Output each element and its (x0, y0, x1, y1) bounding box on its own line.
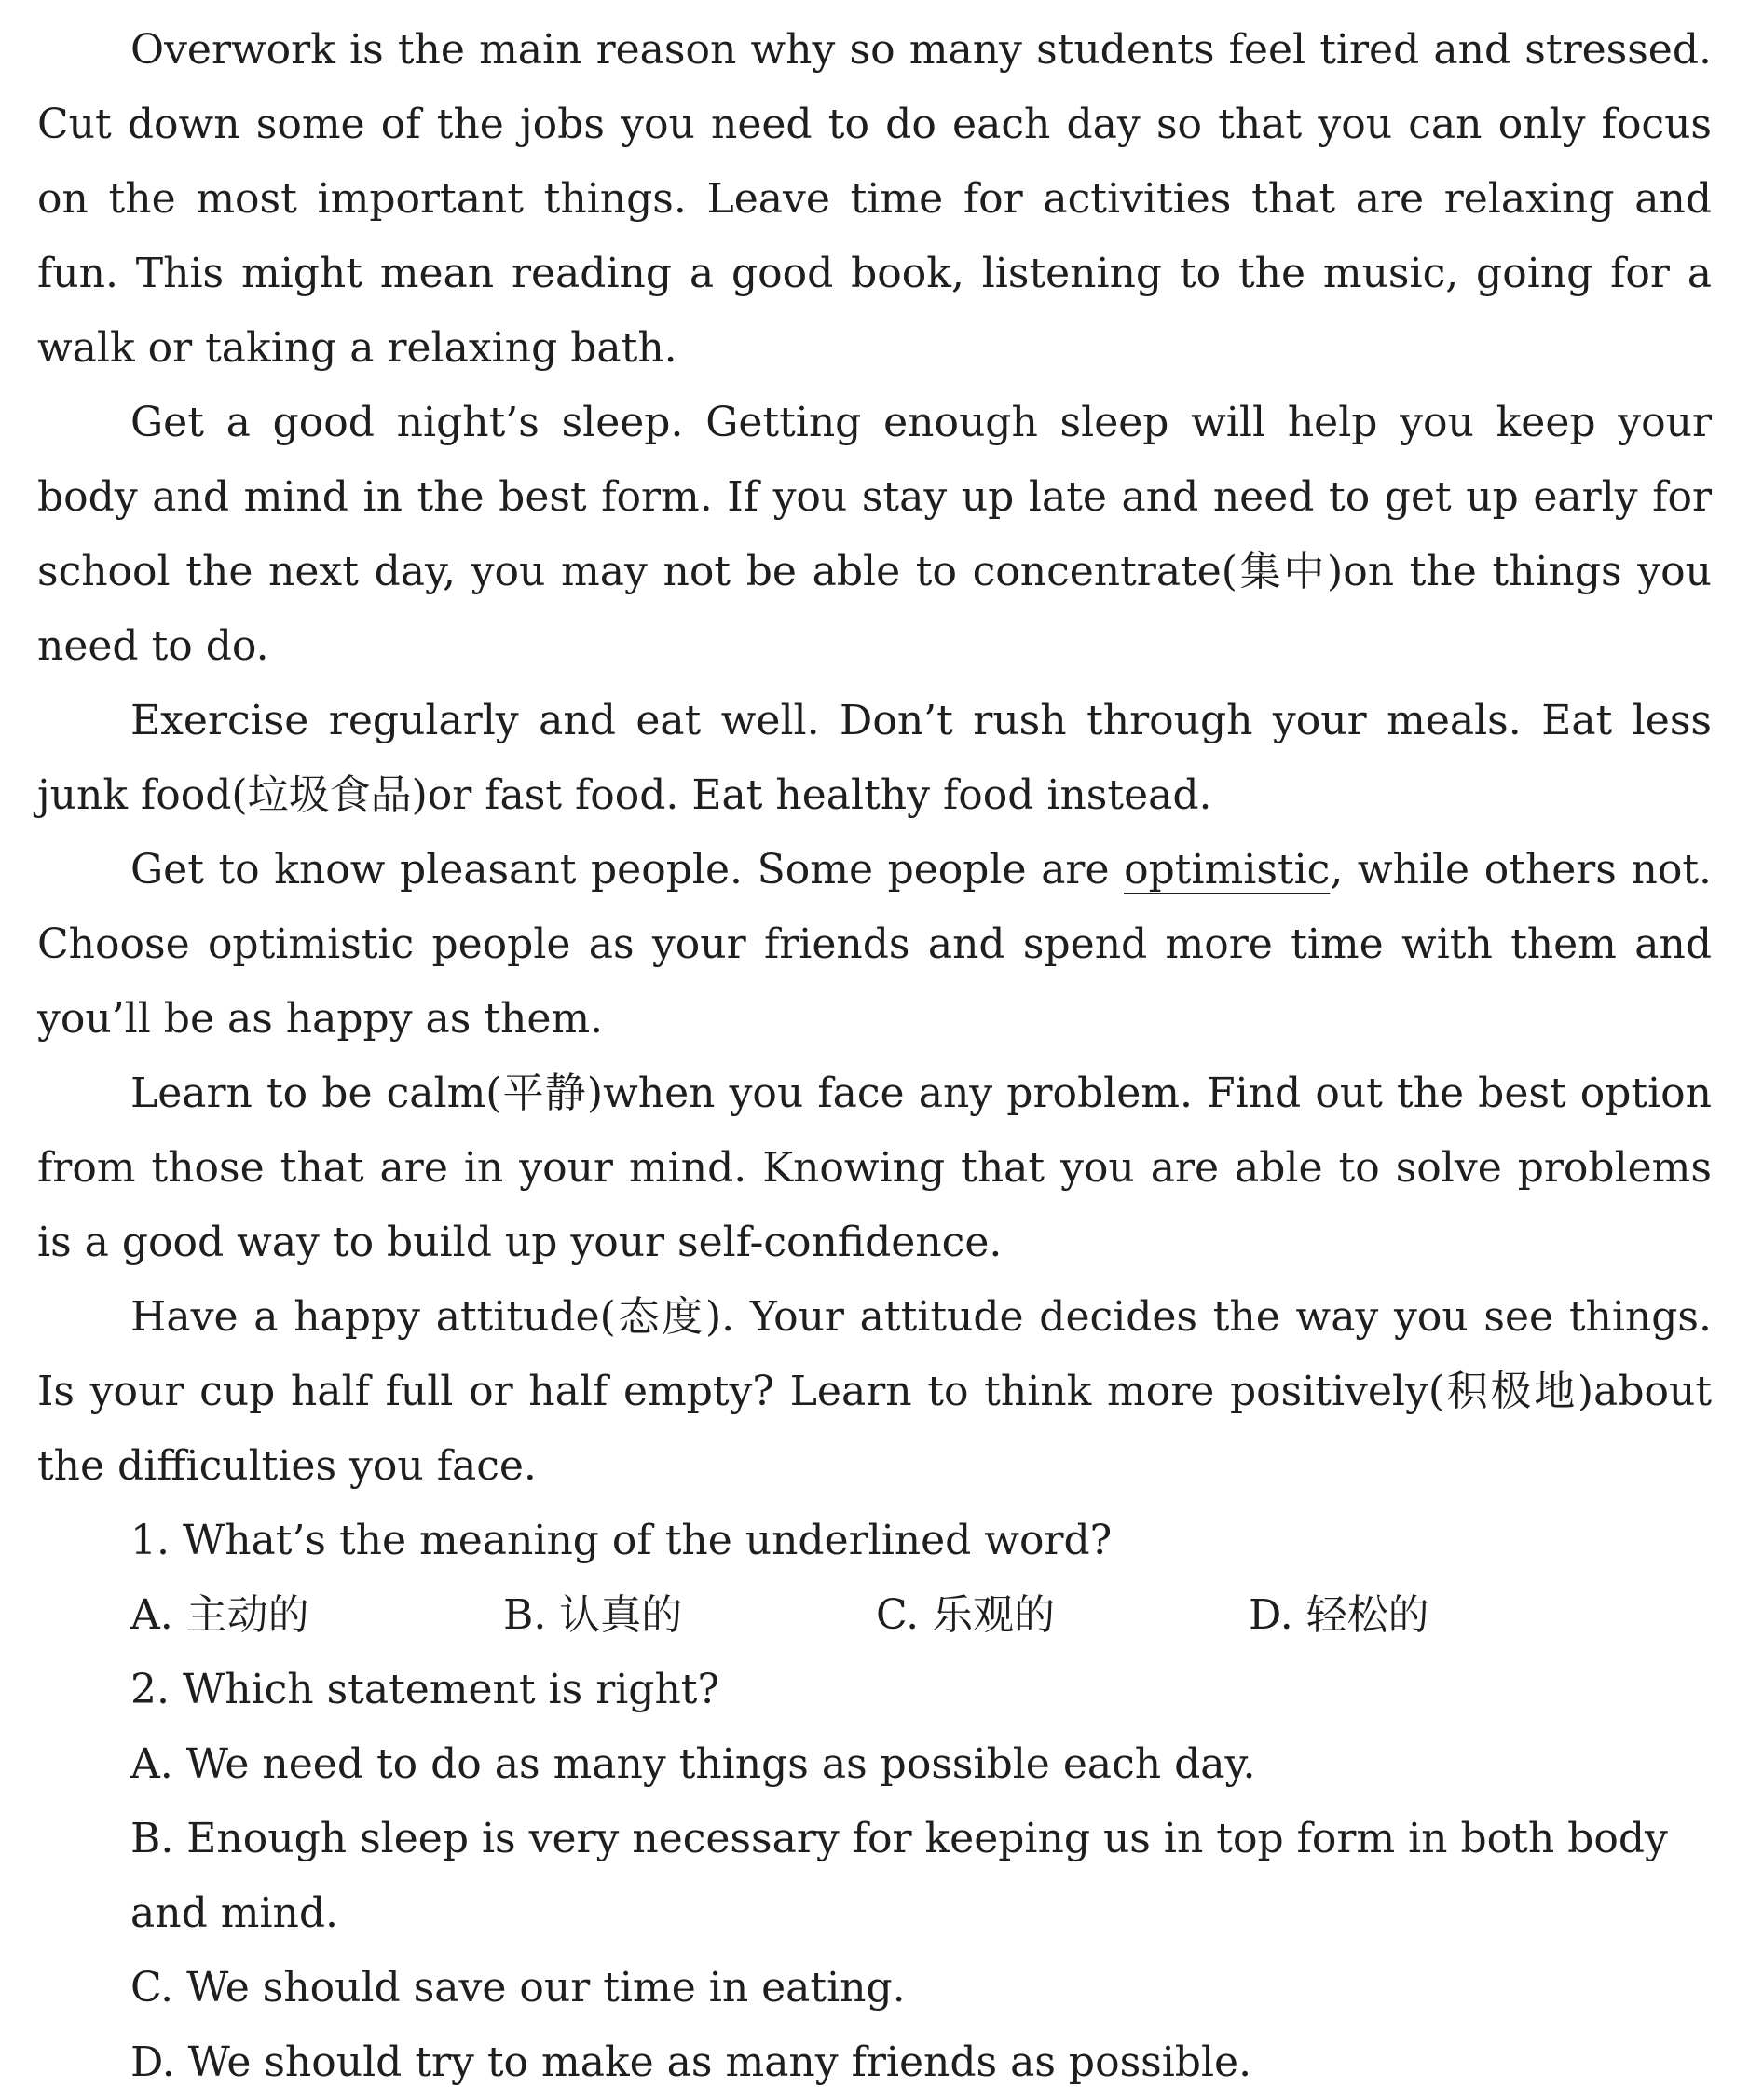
question-2-stem: 2. Which statement is right? (130, 1666, 720, 1713)
question-2-option-a: A. We need to do as many things as possible each day. (130, 1740, 1256, 1788)
question-2-option-b: B. Enough sleep is very necessary for keeping us in top form in both body and mind. (130, 1815, 1668, 1937)
paragraph-sleep: Get a good night’s sleep. Getting enough sleep will help you keep your body and mind in the best form. If you stay up late and need to get up early for school the next day, you may not be able to concentrate(集中)on the things you need to do. (37, 399, 1712, 670)
paragraph-calm: Learn to be calm(平静)when you face any problem. Find out the best option from those that are in your mind. Knowing that you are able to solve problems is a good way to build up your self-confidence. (37, 1070, 1712, 1266)
paragraph-overwork: Overwork is the main reason why so many students feel tired and stressed. Cut down some of the jobs you need to do each day so that you can only focus on the most important things. Leave time for activities that are relaxing and fun. This might mean reading a good book, listening to the music, going for a walk or taking a relaxing bath. (37, 26, 1712, 372)
question-1-stem: 1. What’s the meaning of the underlined word? (130, 1517, 1113, 1564)
paragraph-people-text-after: , while others not. Choose optimistic people as your friends and spend more time with them and you’ll be as happy as them. (37, 846, 1712, 1043)
question-1-options (37, 1578, 1712, 1653)
paragraph-people-text-before: Get to know pleasant people. Some people are (130, 846, 1125, 893)
question-2-option-d: D. We should try to make as many friends as possible. (130, 2039, 1252, 2086)
question-2-option-c: C. We should save our time in eating. (130, 1964, 906, 2011)
paragraph-exercise: Exercise regularly and eat well. Don’t rush through your meals. Eat less junk food(垃圾食品)or fast food. Eat healthy food instead. (37, 697, 1712, 819)
question-1-option-b: B. 认真的 (503, 1591, 683, 1639)
underlined-word: optimistic (1124, 846, 1331, 893)
question-1-option-a: A. 主动的 (130, 1591, 309, 1639)
question-1-option-d: D. 轻松的 (1249, 1591, 1429, 1639)
paragraph-people (37, 833, 1712, 1057)
question-1-option-c: C. 乐观的 (876, 1591, 1056, 1639)
paragraph-attitude: Have a happy attitude(态度). Your attitude decides the way you see things. Is your cup half full or half empty? Learn to think more positively(积极地)about the difficulties you face. (37, 1293, 1712, 1490)
